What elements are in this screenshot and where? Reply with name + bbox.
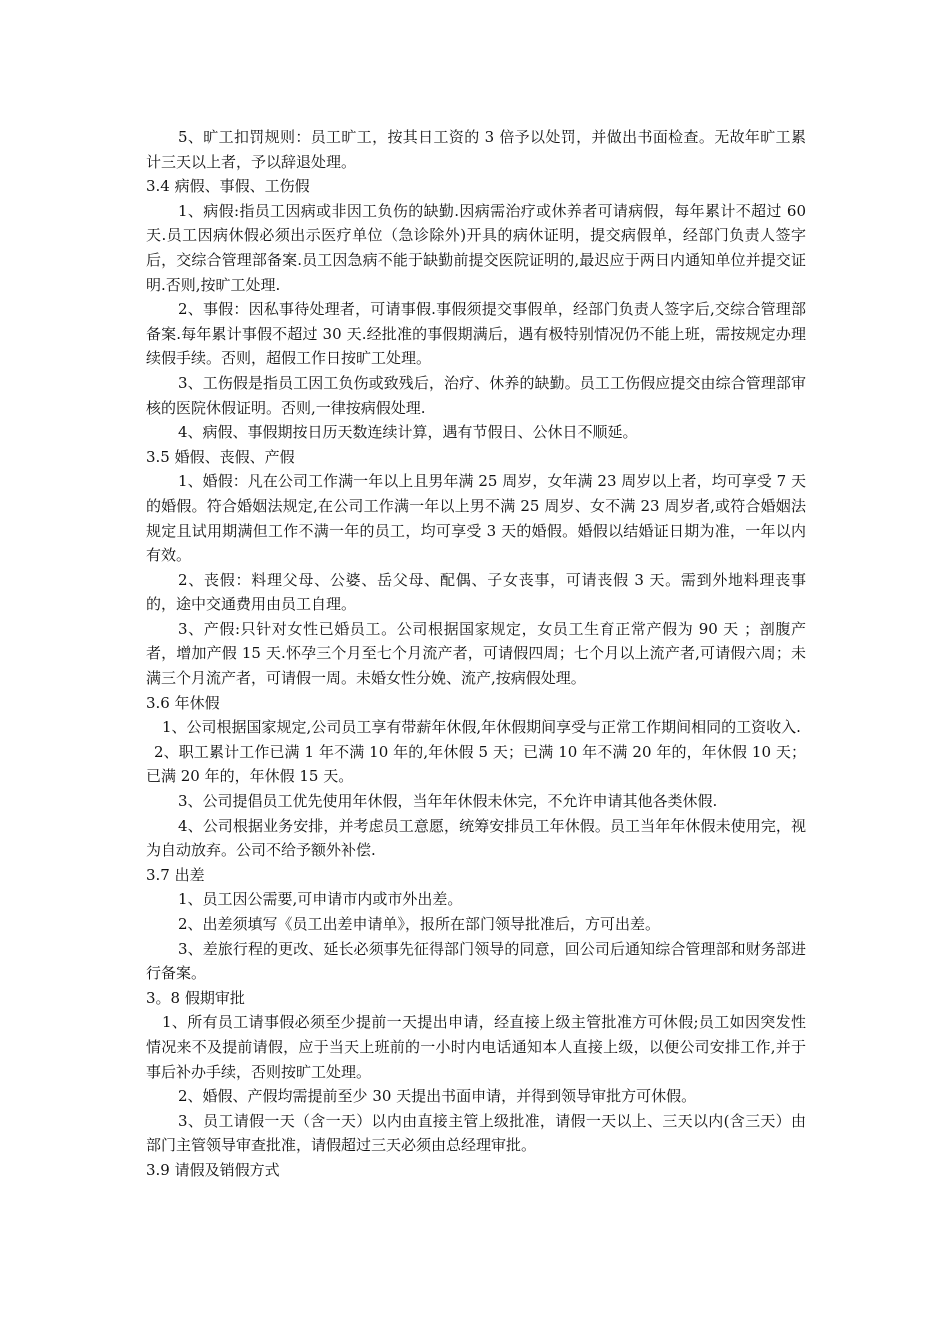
section-heading: 3.6 年休假 (146, 693, 220, 712)
paragraph: 2、职工累计工作已满 1 年不满 10 年的,年休假 5 天；已满 10 年不满 20 年的，年休假 10 天；已满 20 年的，年休假 15 天。 (146, 742, 806, 786)
paragraph: 3、产假:只针对女性已婚员工。公司根据国家规定，女员工生育正常产假为 90 天 ；剖腹产者，增加产假 15 天.怀孕三个月至七个月流产者，可请假四周；七个月以上流产者,可请假六周；未满三个月流产者，可请假一周。未婚女性分娩、流产,按病假处理。 (146, 619, 806, 688)
paragraph: 1、婚假：凡在公司工作满一年以上且男年满 25 周岁，女年满 23 周岁以上者，均可享受 7 天的婚假。符合婚姻法规定,在公司工作满一年以上男不满 25 周岁、女不满 23 周岁者,或符合婚姻法规定且试用期满但工作不满一年的员工，均可享受 3 天的婚假。婚假以结婚证日期为准，一年以内有效。 (146, 472, 806, 565)
paragraph: 2、婚假、产假均需提前至少 30 天提出书面申请，并得到领导审批方可休假。 (178, 1087, 697, 1106)
section-heading: 3.7 出差 (146, 865, 205, 884)
paragraph: 1、病假:指员工因病或非因工负伤的缺勤.因病需治疗或休养者可请病假，每年累计不超过 60 天.员工因病休假必须出示医疗单位（急诊除外)开具的病休证明，提交病假单，经部门负责人签字后，交综合管理部备案.员工因急病不能于缺勤前提交医院证明的,最迟应于两日内通知单位并提交证明.否则,按旷工处理. (146, 201, 806, 294)
section-heading: 3.4 病假、事假、工伤假 (146, 177, 310, 196)
paragraph: 4、公司根据业务安排，并考虑员工意愿，统筹安排员工年休假。员工当年年休假未使用完，视为自动放弃。公司不给予额外补偿. (146, 816, 806, 860)
paragraph: 3、差旅行程的更改、延长必须事先征得部门领导的同意，回公司后通知综合管理部和财务部进行备案。 (146, 939, 806, 983)
document-body (146, 125, 806, 1183)
section-heading: 3。8 假期审批 (146, 988, 245, 1007)
paragraph: 4、病假、事假期按日历天数连续计算，遇有节假日、公休日不顺延。 (178, 423, 638, 442)
paragraph: 5、旷工扣罚规则：员工旷工，按其日工资的 3 倍予以处罚，并做出书面检查。无故年旷工累计三天以上者，予以辞退处理。 (146, 128, 806, 171)
paragraph: 3、公司提倡员工优先使用年休假，当年年休假未休完，不允许申请其他各类休假. (178, 792, 718, 811)
paragraph: 1、所有员工请事假必须至少提前一天提出申请，经直接上级主管批准方可休假;员工如因突发性情况来不及提前请假，应于当天上班前的一小时内电话通知本人直接上级，以便公司安排工作,并于事后补办手续，否则按旷工处理。 (146, 1013, 806, 1081)
section-heading: 3.5 婚假、丧假、产假 (146, 447, 295, 466)
section-heading: 3.9 请假及销假方式 (146, 1160, 280, 1179)
paragraph: 1、员工因公需要,可申请市内或市外出差。 (178, 890, 463, 909)
paragraph: 2、丧假：料理父母、公婆、岳父母、配偶、子女丧事，可请丧假 3 天。需到外地料理丧事的，途中交通费用由员工自理。 (146, 570, 806, 614)
paragraph: 1、公司根据国家规定,公司员工享有带薪年休假,年休假期间享受与正常工作期间相同的工资收入. (162, 718, 801, 737)
paragraph: 2、出差须填写《员工出差申请单》，报所在部门领导批准后，方可出差。 (178, 915, 661, 933)
paragraph: 3、工伤假是指员工因工负伤或致残后，治疗、休养的缺勤。员工工伤假应提交由综合管理部审核的医院休假证明。否则,一律按病假处理. (146, 373, 806, 417)
paragraph: 2、事假：因私事待处理者，可请事假.事假须提交事假单，经部门负责人签字后,交综合管理部备案.每年累计事假不超过 30 天.经批准的事假期满后，遇有极特别情况仍不能上班，需按规定办理续假手续。否则，超假工作日按旷工处理。 (146, 300, 806, 368)
paragraph: 3、员工请假一天（含一天）以内由直接主管上级批准，请假一天以上、三天以内(含三天）由部门主管领导审查批准，请假超过三天必须由总经理审批。 (146, 1111, 806, 1155)
